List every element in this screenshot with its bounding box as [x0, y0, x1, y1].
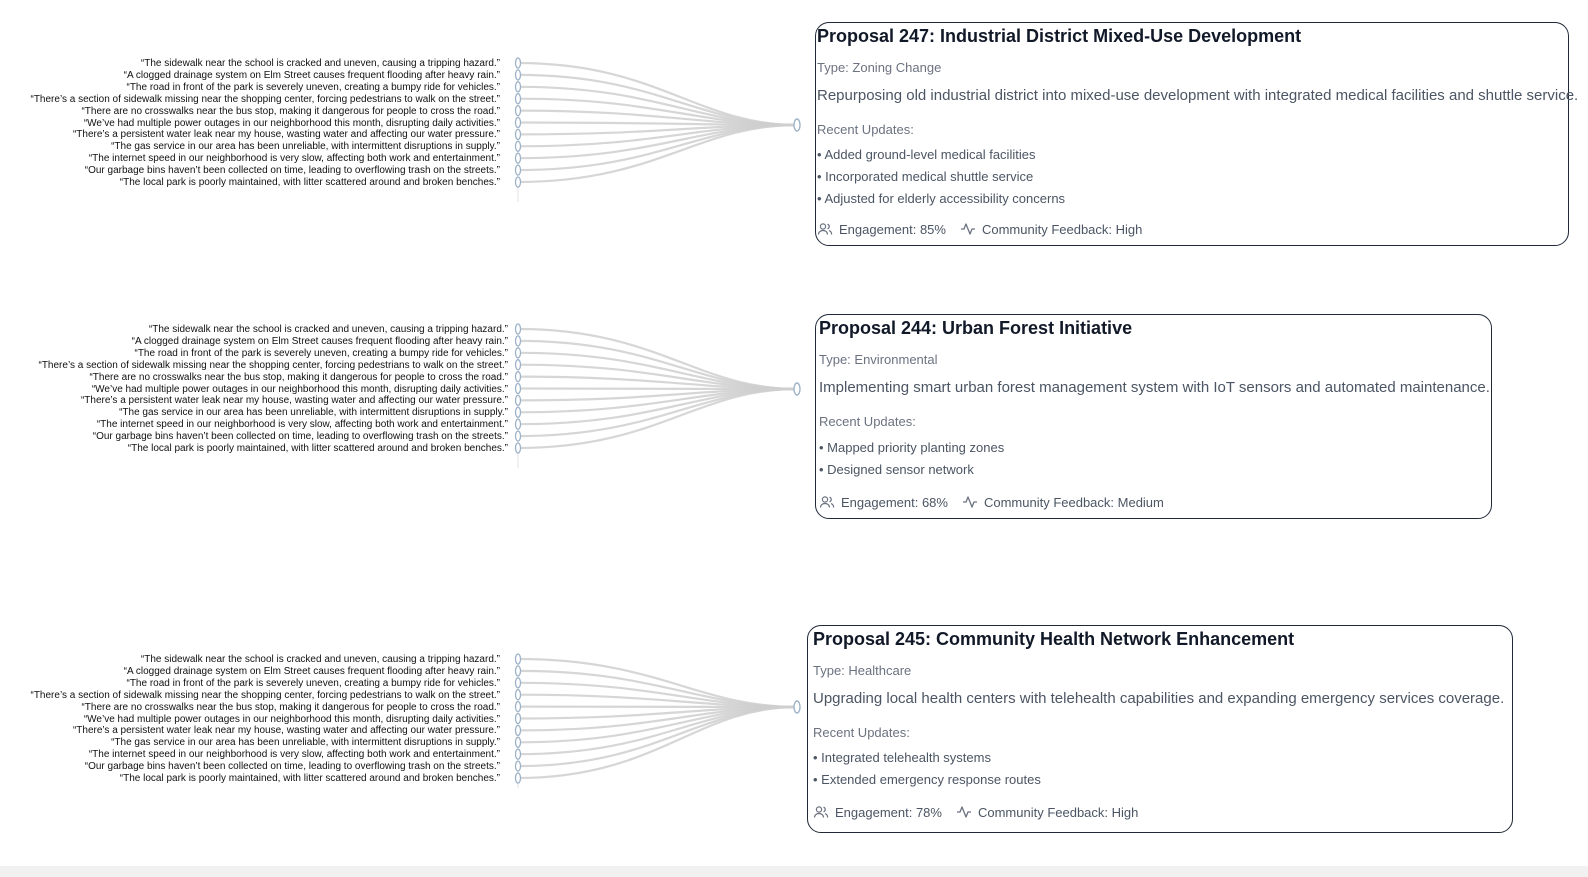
complaint-text: “The sidewalk near the school is cracked and uneven, causing a tripping hazard.”	[140, 654, 500, 665]
proposal-node[interactable]	[794, 119, 800, 131]
update-item: • Adjusted for elderly accessibility concerns	[817, 191, 1066, 206]
proposal-title: Proposal 247: Industrial District Mixed-Use Development	[817, 26, 1302, 46]
complaint-text: “There’s a persistent water leak near my house, wasting water and affecting our water pressure.”	[72, 725, 500, 737]
proposal-node[interactable]	[794, 701, 800, 713]
complaint-link	[518, 389, 797, 424]
complaint-node[interactable]	[516, 82, 521, 92]
complaint-text: “The road in front of the park is severely uneven, creating a bumpy ride for vehicles.”	[134, 347, 508, 359]
complaint-node[interactable]	[516, 773, 521, 783]
complaint-node[interactable]	[516, 443, 521, 453]
complaint-node[interactable]	[516, 129, 521, 139]
complaint-link	[518, 353, 797, 389]
complaint-node[interactable]	[516, 70, 521, 80]
complaint-node[interactable]	[516, 725, 521, 735]
complaint-node[interactable]	[516, 348, 521, 358]
proposal-footer	[813, 804, 1138, 820]
community-feedback-value: Community Feedback: High	[981, 221, 1143, 237]
diagram-links-3	[516, 653, 801, 788]
proposal-content	[813, 626, 1512, 832]
update-item: • Integrated telehealth systems	[813, 750, 991, 765]
complaint-node[interactable]	[516, 118, 521, 128]
complaint-text: “There’s a section of sidewalk missing near the shopping center, forcing pedestrians to walk on the street.”	[38, 359, 508, 371]
complaint-text: “The gas service in our area has been unreliable, with intermittent disruptions in supply.”	[111, 737, 500, 749]
complaint-text: “A clogged drainage system on Elm Street causes frequent flooding after heavy rain.”	[123, 69, 500, 81]
proposal-card[interactable]	[815, 314, 1492, 519]
complaint-text: “A clogged drainage system on Elm Street causes frequent flooding after heavy rain.”	[131, 335, 508, 347]
complaint-text: “Our garbage bins haven’t been collected on time, leading to overflowing trash on the streets.”	[84, 761, 500, 773]
complaint-node[interactable]	[516, 94, 521, 104]
activity-icon	[962, 494, 978, 510]
complaint-node[interactable]	[516, 654, 521, 664]
complaint-text: “Our garbage bins haven’t been collected on time, leading to overflowing trash on the streets.”	[84, 165, 500, 177]
update-item: • Incorporated medical shuttle service	[817, 169, 1034, 184]
proposal-content	[817, 23, 1579, 245]
complaint-node[interactable]	[516, 153, 521, 163]
complaint-node[interactable]	[516, 106, 521, 116]
community-feedback-value: Community Feedback: High	[977, 804, 1139, 820]
complaint-node[interactable]	[516, 360, 521, 370]
recent-updates-label: Recent Updates:	[813, 725, 910, 740]
complaint-node[interactable]	[516, 714, 521, 724]
complaint-text: “We’ve had multiple power outages in our neighborhood this month, disrupting daily activities.”	[83, 713, 500, 725]
complaint-text: “There are no crosswalks near the bus stop, making it dangerous for people to cross the road.”	[89, 371, 508, 383]
complaint-text: “The internet speed in our neighborhood is very slow, affecting both work and entertainment.”	[96, 419, 508, 431]
complaint-text: “There’s a persistent water leak near my house, wasting water and affecting our water pressure.”	[72, 129, 500, 141]
complaint-text: “There are no crosswalks near the bus stop, making it dangerous for people to cross the road.”	[81, 105, 500, 117]
complaint-node[interactable]	[516, 336, 521, 346]
complaint-node[interactable]	[516, 749, 521, 759]
complaint-text: “The internet speed in our neighborhood is very slow, affecting both work and entertainment.”	[88, 153, 500, 165]
proposal-description: Upgrading local health centers with telehealth capabilities and expanding emergency services coverage.	[813, 690, 1505, 707]
complaint-text: “There’s a section of sidewalk missing near the shopping center, forcing pedestrians to walk on the street.”	[30, 93, 500, 105]
complaint-text: “The local park is poorly maintained, with litter scattered around and broken benches.”	[127, 443, 508, 454]
complaint-link	[518, 125, 797, 170]
complaint-link	[518, 695, 797, 707]
proposal-type: Type: Environmental	[819, 352, 938, 367]
proposal-content	[819, 315, 1491, 518]
complaint-node[interactable]	[516, 678, 521, 688]
update-item: • Extended emergency response routes	[813, 772, 1041, 787]
community-feedback-value: Community Feedback: Medium	[983, 494, 1164, 510]
complaint-text: “The gas service in our area has been unreliable, with intermittent disruptions in supply.”	[111, 141, 500, 153]
engagement-value: Engagement: 85%	[839, 221, 946, 237]
complaint-link	[518, 377, 797, 389]
complaint-text: “The internet speed in our neighborhood is very slow, affecting both work and entertainment.”	[88, 749, 500, 761]
complaint-link	[518, 87, 797, 125]
proposal-description: Implementing smart urban forest management system with IoT sensors and automated maintenance.	[819, 379, 1490, 396]
proposal-card[interactable]	[807, 625, 1513, 833]
proposal-node[interactable]	[794, 383, 800, 395]
complaint-text: “The sidewalk near the school is cracked and uneven, causing a tripping hazard.”	[140, 58, 500, 69]
proposal-footer	[817, 221, 1142, 237]
proposal-type: Type: Healthcare	[813, 663, 912, 678]
complaint-link	[518, 671, 797, 707]
complaint-text: “We’ve had multiple power outages in our neighborhood this month, disrupting daily activities.”	[83, 117, 500, 129]
diagram-links-1	[516, 57, 801, 202]
activity-icon	[956, 804, 972, 820]
complaint-node[interactable]	[516, 419, 521, 429]
complaint-text: “There’s a persistent water leak near my house, wasting water and affecting our water pressure.”	[80, 395, 508, 407]
complaint-text: “Our garbage bins haven’t been collected on time, leading to overflowing trash on the streets.”	[92, 431, 508, 443]
update-item: • Added ground-level medical facilities	[817, 147, 1036, 162]
engagement-value: Engagement: 68%	[841, 494, 948, 510]
complaint-node[interactable]	[516, 141, 521, 151]
activity-icon	[960, 221, 976, 237]
complaint-node[interactable]	[516, 384, 521, 394]
proposal-card[interactable]	[815, 22, 1579, 246]
proposal-type: Type: Zoning Change	[817, 60, 942, 75]
complaint-node[interactable]	[516, 690, 521, 700]
users-icon	[817, 221, 833, 237]
complaint-text: “There’s a section of sidewalk missing near the shopping center, forcing pedestrians to walk on the street.”	[30, 689, 500, 701]
complaint-link	[518, 329, 797, 389]
complaint-text: “The gas service in our area has been unreliable, with intermittent disruptions in supply.”	[119, 407, 508, 419]
complaint-link	[518, 707, 797, 766]
proposal-footer	[819, 494, 1164, 510]
users-icon	[819, 494, 835, 510]
diagram-links-2	[516, 323, 801, 468]
complaint-node[interactable]	[516, 431, 521, 441]
complaint-text: “The local park is poorly maintained, with litter scattered around and broken benches.”	[119, 773, 500, 784]
recent-updates-label: Recent Updates:	[819, 414, 916, 429]
bottom-bar	[0, 866, 1588, 877]
proposal-title: Proposal 244: Urban Forest Initiative	[819, 318, 1133, 338]
complaint-node[interactable]	[516, 666, 521, 676]
recent-updates-label: Recent Updates:	[817, 122, 914, 137]
complaint-node[interactable]	[516, 177, 521, 187]
complaint-node[interactable]	[516, 58, 521, 68]
complaint-node[interactable]	[516, 165, 521, 175]
complaint-text: “The road in front of the park is severely uneven, creating a bumpy ride for vehicles.”	[126, 677, 500, 689]
proposal-title: Proposal 245: Community Health Network Enhancement	[813, 629, 1295, 649]
engagement-value: Engagement: 78%	[835, 804, 942, 820]
complaint-node[interactable]	[516, 702, 521, 712]
complaint-text: “There are no crosswalks near the bus stop, making it dangerous for people to cross the road.”	[81, 701, 500, 713]
users-icon	[813, 804, 829, 820]
complaint-node[interactable]	[516, 372, 521, 382]
update-item: • Designed sensor network	[819, 462, 974, 477]
complaint-node[interactable]	[516, 324, 521, 334]
complaint-node[interactable]	[516, 395, 521, 405]
complaint-node[interactable]	[516, 407, 521, 417]
complaint-text: “We’ve had multiple power outages in our neighborhood this month, disrupting daily activities.”	[91, 383, 508, 395]
complaint-text: “A clogged drainage system on Elm Street causes frequent flooding after heavy rain.”	[123, 665, 500, 677]
complaint-text: “The sidewalk near the school is cracked and uneven, causing a tripping hazard.”	[148, 324, 508, 335]
proposal-description: Repurposing old industrial district into mixed-use development with integrated medical facilities and shuttle service.	[817, 87, 1579, 104]
update-item: • Mapped priority planting zones	[819, 440, 1005, 455]
complaint-link	[518, 389, 797, 448]
complaint-node[interactable]	[516, 761, 521, 771]
complaint-node[interactable]	[516, 737, 521, 747]
complaint-text: “The local park is poorly maintained, with litter scattered around and broken benches.”	[119, 177, 500, 188]
complaint-text: “The road in front of the park is severely uneven, creating a bumpy ride for vehicles.”	[126, 81, 500, 93]
